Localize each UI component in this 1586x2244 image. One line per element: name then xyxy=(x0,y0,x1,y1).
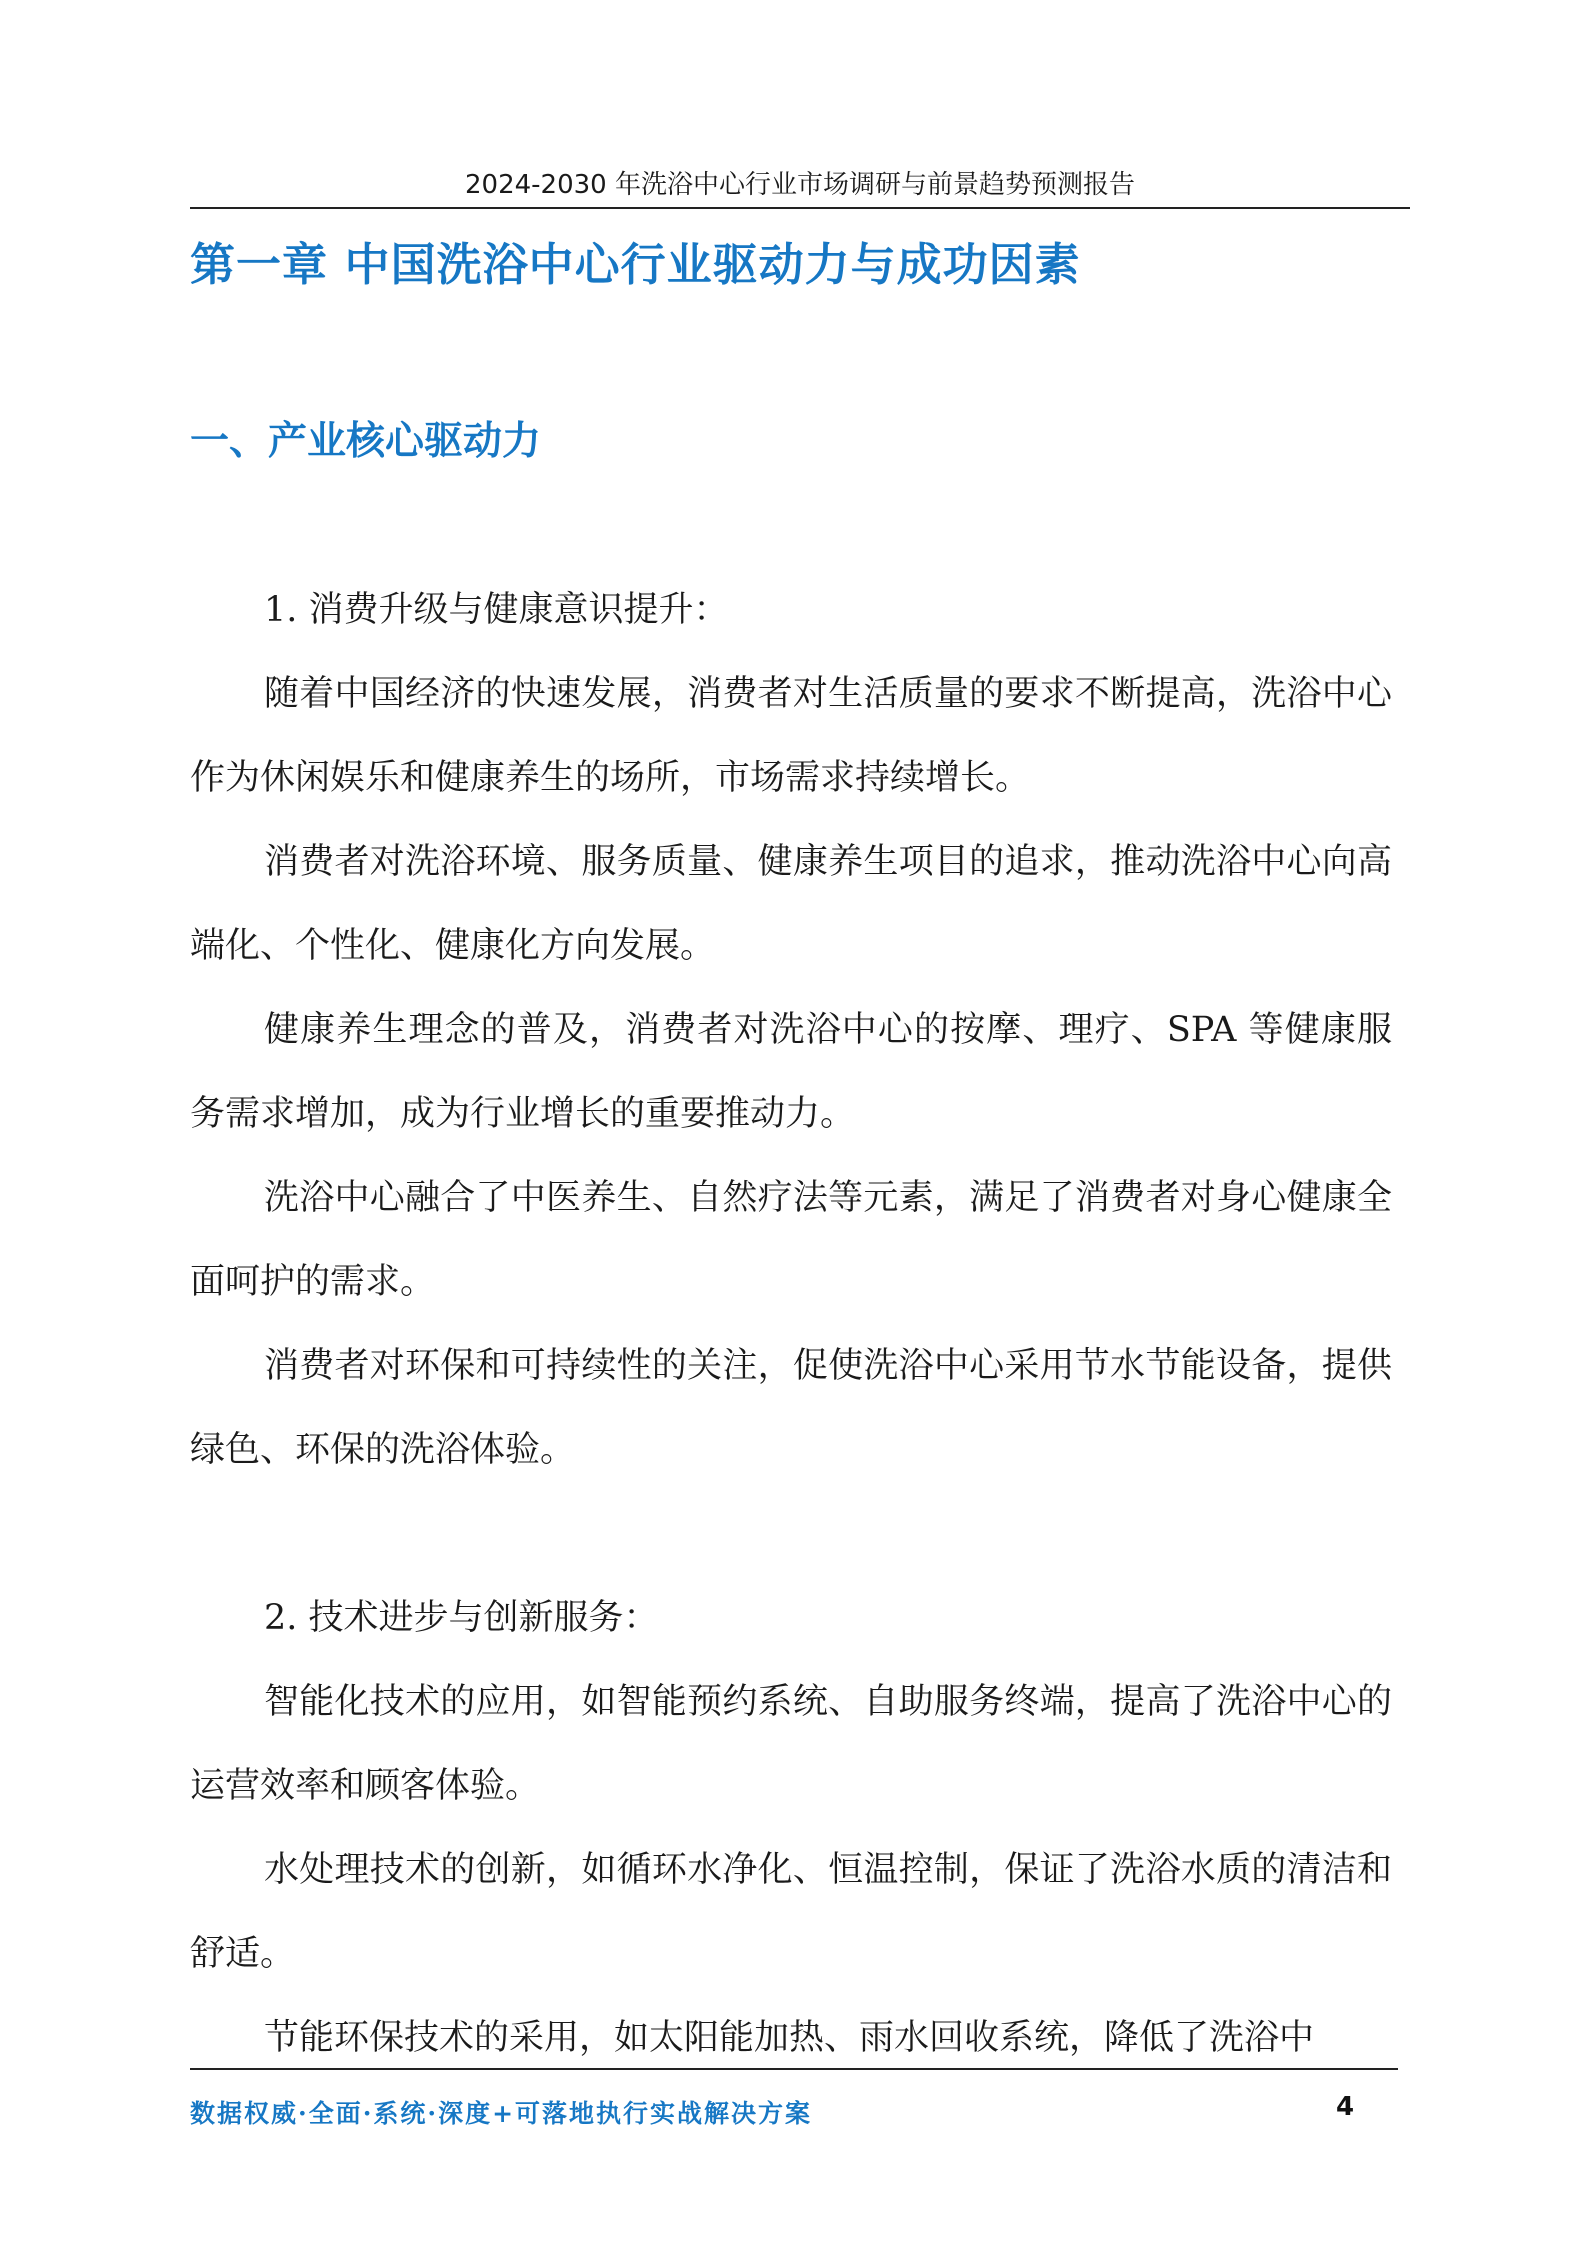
section-title: 一、产业核心驱动力 xyxy=(190,419,542,464)
footer-slogan: 数据权威·全面·系统·深度+可落地执行实战解决方案 xyxy=(190,2099,813,2128)
paragraph: 消费者对环保和可持续性的关注，促使洗浴中心采用节水节能设备，提供绿色、环保的洗浴体验。 xyxy=(190,1346,1392,1470)
paragraph: 水处理技术的创新，如循环水净化、恒温控制，保证了洗浴水质的清洁和舒适。 xyxy=(190,1850,1392,1974)
footer-rule xyxy=(190,2068,1398,2070)
subsection-heading: 2. 技术进步与创新服务： xyxy=(264,1598,659,1638)
spacer xyxy=(190,1492,1392,1576)
paragraph: 消费者对洗浴环境、服务质量、健康养生项目的追求，推动洗浴中心向高端化、个性化、健康化方向发展。 xyxy=(190,842,1392,966)
header-rule xyxy=(190,207,1410,209)
paragraph: 健康养生理念的普及，消费者对洗浴中心的按摩、理疗、SPA 等健康服务需求增加，成为行业增长的重要推动力。 xyxy=(190,1010,1392,1134)
body-text xyxy=(190,568,1392,2080)
page-number: 4 xyxy=(1336,2092,1355,2122)
running-header: 2024-2030 年洗浴中心行业市场调研与前景趋势预测报告 xyxy=(465,170,1135,200)
paragraph: 洗浴中心融合了中医养生、自然疗法等元素，满足了消费者对身心健康全面呵护的需求。 xyxy=(190,1178,1392,1302)
paragraph: 随着中国经济的快速发展，消费者对生活质量的要求不断提高，洗浴中心作为休闲娱乐和健康养生的场所，市场需求持续增长。 xyxy=(190,674,1392,798)
paragraph: 节能环保技术的采用，如太阳能加热、雨水回收系统，降低了洗浴中 xyxy=(264,2018,1315,2058)
subsection-heading: 1. 消费升级与健康意识提升： xyxy=(264,590,729,630)
paragraph: 智能化技术的应用，如智能预约系统、自助服务终端，提高了洗浴中心的运营效率和顾客体验。 xyxy=(190,1682,1392,1806)
chapter-title: 第一章 中国洗浴中心行业驱动力与成功因素 xyxy=(190,238,1081,291)
